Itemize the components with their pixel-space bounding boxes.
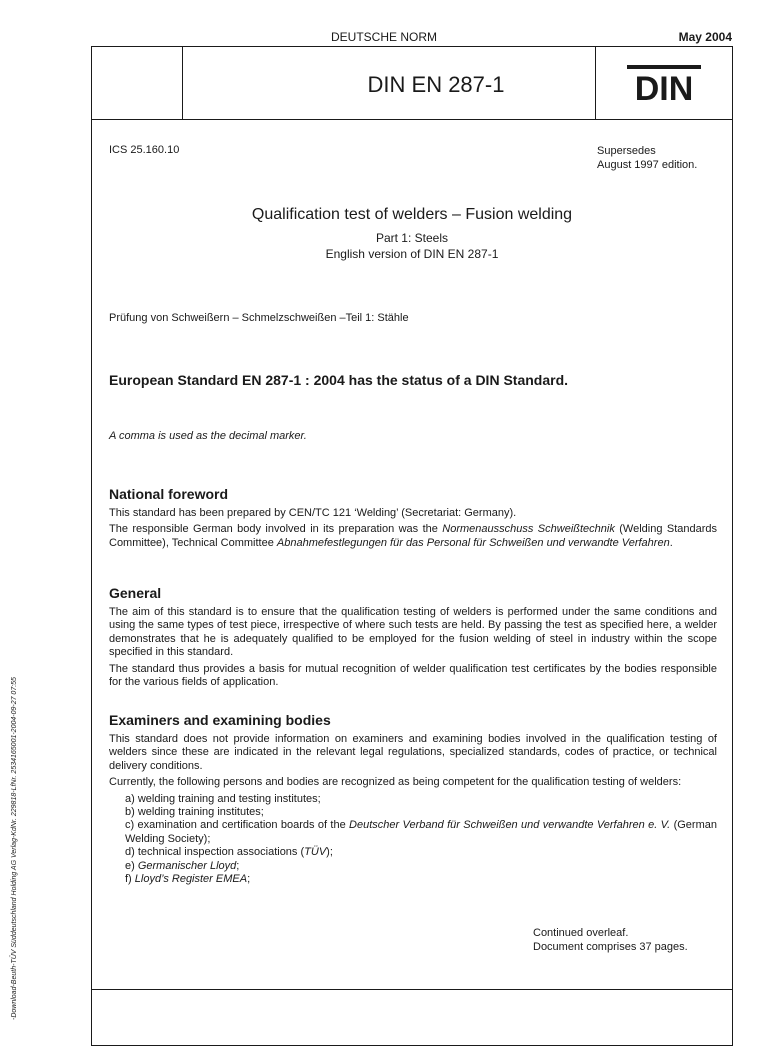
list-item: c) examination and certification boards of the Deutscher Verband für Schweißen und verwandte Verfahren e. V. (German Welding Society); — [125, 819, 717, 845]
section-heading: Examiners and examining bodies — [109, 712, 331, 728]
document-number: DIN EN 287-1 — [367, 72, 505, 97]
edition-date: May 2004 — [678, 30, 732, 44]
section-examiners — [109, 711, 717, 886]
competent-bodies-list — [109, 793, 717, 887]
status-statement: European Standard EN 287-1 : 2004 has the status of a DIN Standard. — [109, 372, 569, 388]
continued-overleaf: Continued overleaf. — [533, 927, 629, 939]
version-title: English version of DIN EN 287-1 — [325, 247, 499, 261]
paragraph: This standard has been prepared by CEN/TC 121 ‘Welding’ (Secretariat: Germany). — [109, 507, 517, 519]
continuation-note — [533, 926, 688, 954]
german-title: Prüfung von Schweißern – Schmelzschweißen –Teil 1: Stähle — [109, 312, 409, 324]
download-watermark: -Download-Beuth-TÜV Süddeutschland Holding AG Verlag-KdNr. 229818-LfNr. 2534165001-2004-09-27 07:55 — [11, 677, 18, 1020]
standard-label: DEUTSCHE NORM — [330, 30, 437, 44]
header-row — [92, 47, 732, 120]
supersedes-note — [597, 144, 697, 172]
supersedes-line1: Supersedes — [597, 145, 656, 157]
paragraph: The aim of this standard is to ensure that the qualification testing of welders is performed under the same conditions and using the same types of test piece, irrespective of where such tests are held. By passing the test as specified here, a welder demonstrates that he is adequately qualified to be employed for the fusion welding of steel in industry within the scope specified in this standard. — [109, 606, 717, 659]
paragraph: The responsible German body involved in its preparation was the Normenausschuss Schweißtechnik (Welding Standards Committee), Technical Committee Abnahmefestlegungen für das Personal für Schweißen und verwandte Verfahren. — [109, 523, 718, 549]
page-count: Document comprises 37 pages. — [533, 941, 688, 953]
section-heading: National foreword — [109, 486, 229, 502]
list-item: f) Lloyd’s Register EMEA; — [125, 873, 251, 886]
decimal-marker-note: A comma is used as the decimal marker. — [109, 430, 307, 442]
list-item: d) technical inspection associations (TÜV); — [125, 846, 333, 859]
paragraph: The standard thus provides a basis for mutual recognition of welder qualification test certificates by the bodies responsible for the various fields of application. — [109, 662, 717, 689]
section-general — [109, 584, 717, 692]
section-heading: General — [109, 585, 162, 601]
section-national-foreword — [109, 485, 717, 553]
main-title: Qualification test of welders – Fusion welding — [251, 206, 573, 223]
paragraph: This standard does not provide information on examiners and examining bodies involved in the qualification testing of welders since these are indicated in the relevant legal regulations, specialized standards, codes of practice, or technical delivery conditions. — [109, 733, 717, 772]
supersedes-line2: August 1997 edition. — [597, 159, 698, 171]
header-blank-cell — [92, 47, 183, 119]
part-title: Part 1: Steels — [375, 231, 449, 245]
paragraph: Currently, the following persons and bodies are recognized as being competent for the qualification testing of welders: — [109, 776, 682, 789]
list-item: b) welding training institutes; — [125, 806, 264, 819]
din-logo-icon — [627, 65, 701, 103]
footer-divider — [92, 989, 732, 990]
din-logo — [595, 47, 732, 119]
ics-code: ICS 25.160.10 — [109, 144, 180, 156]
list-item: e) Germanischer Lloyd; — [125, 859, 240, 872]
din-logo-text: DIN — [634, 70, 694, 103]
list-item: a) welding training and testing institutes; — [125, 792, 321, 805]
